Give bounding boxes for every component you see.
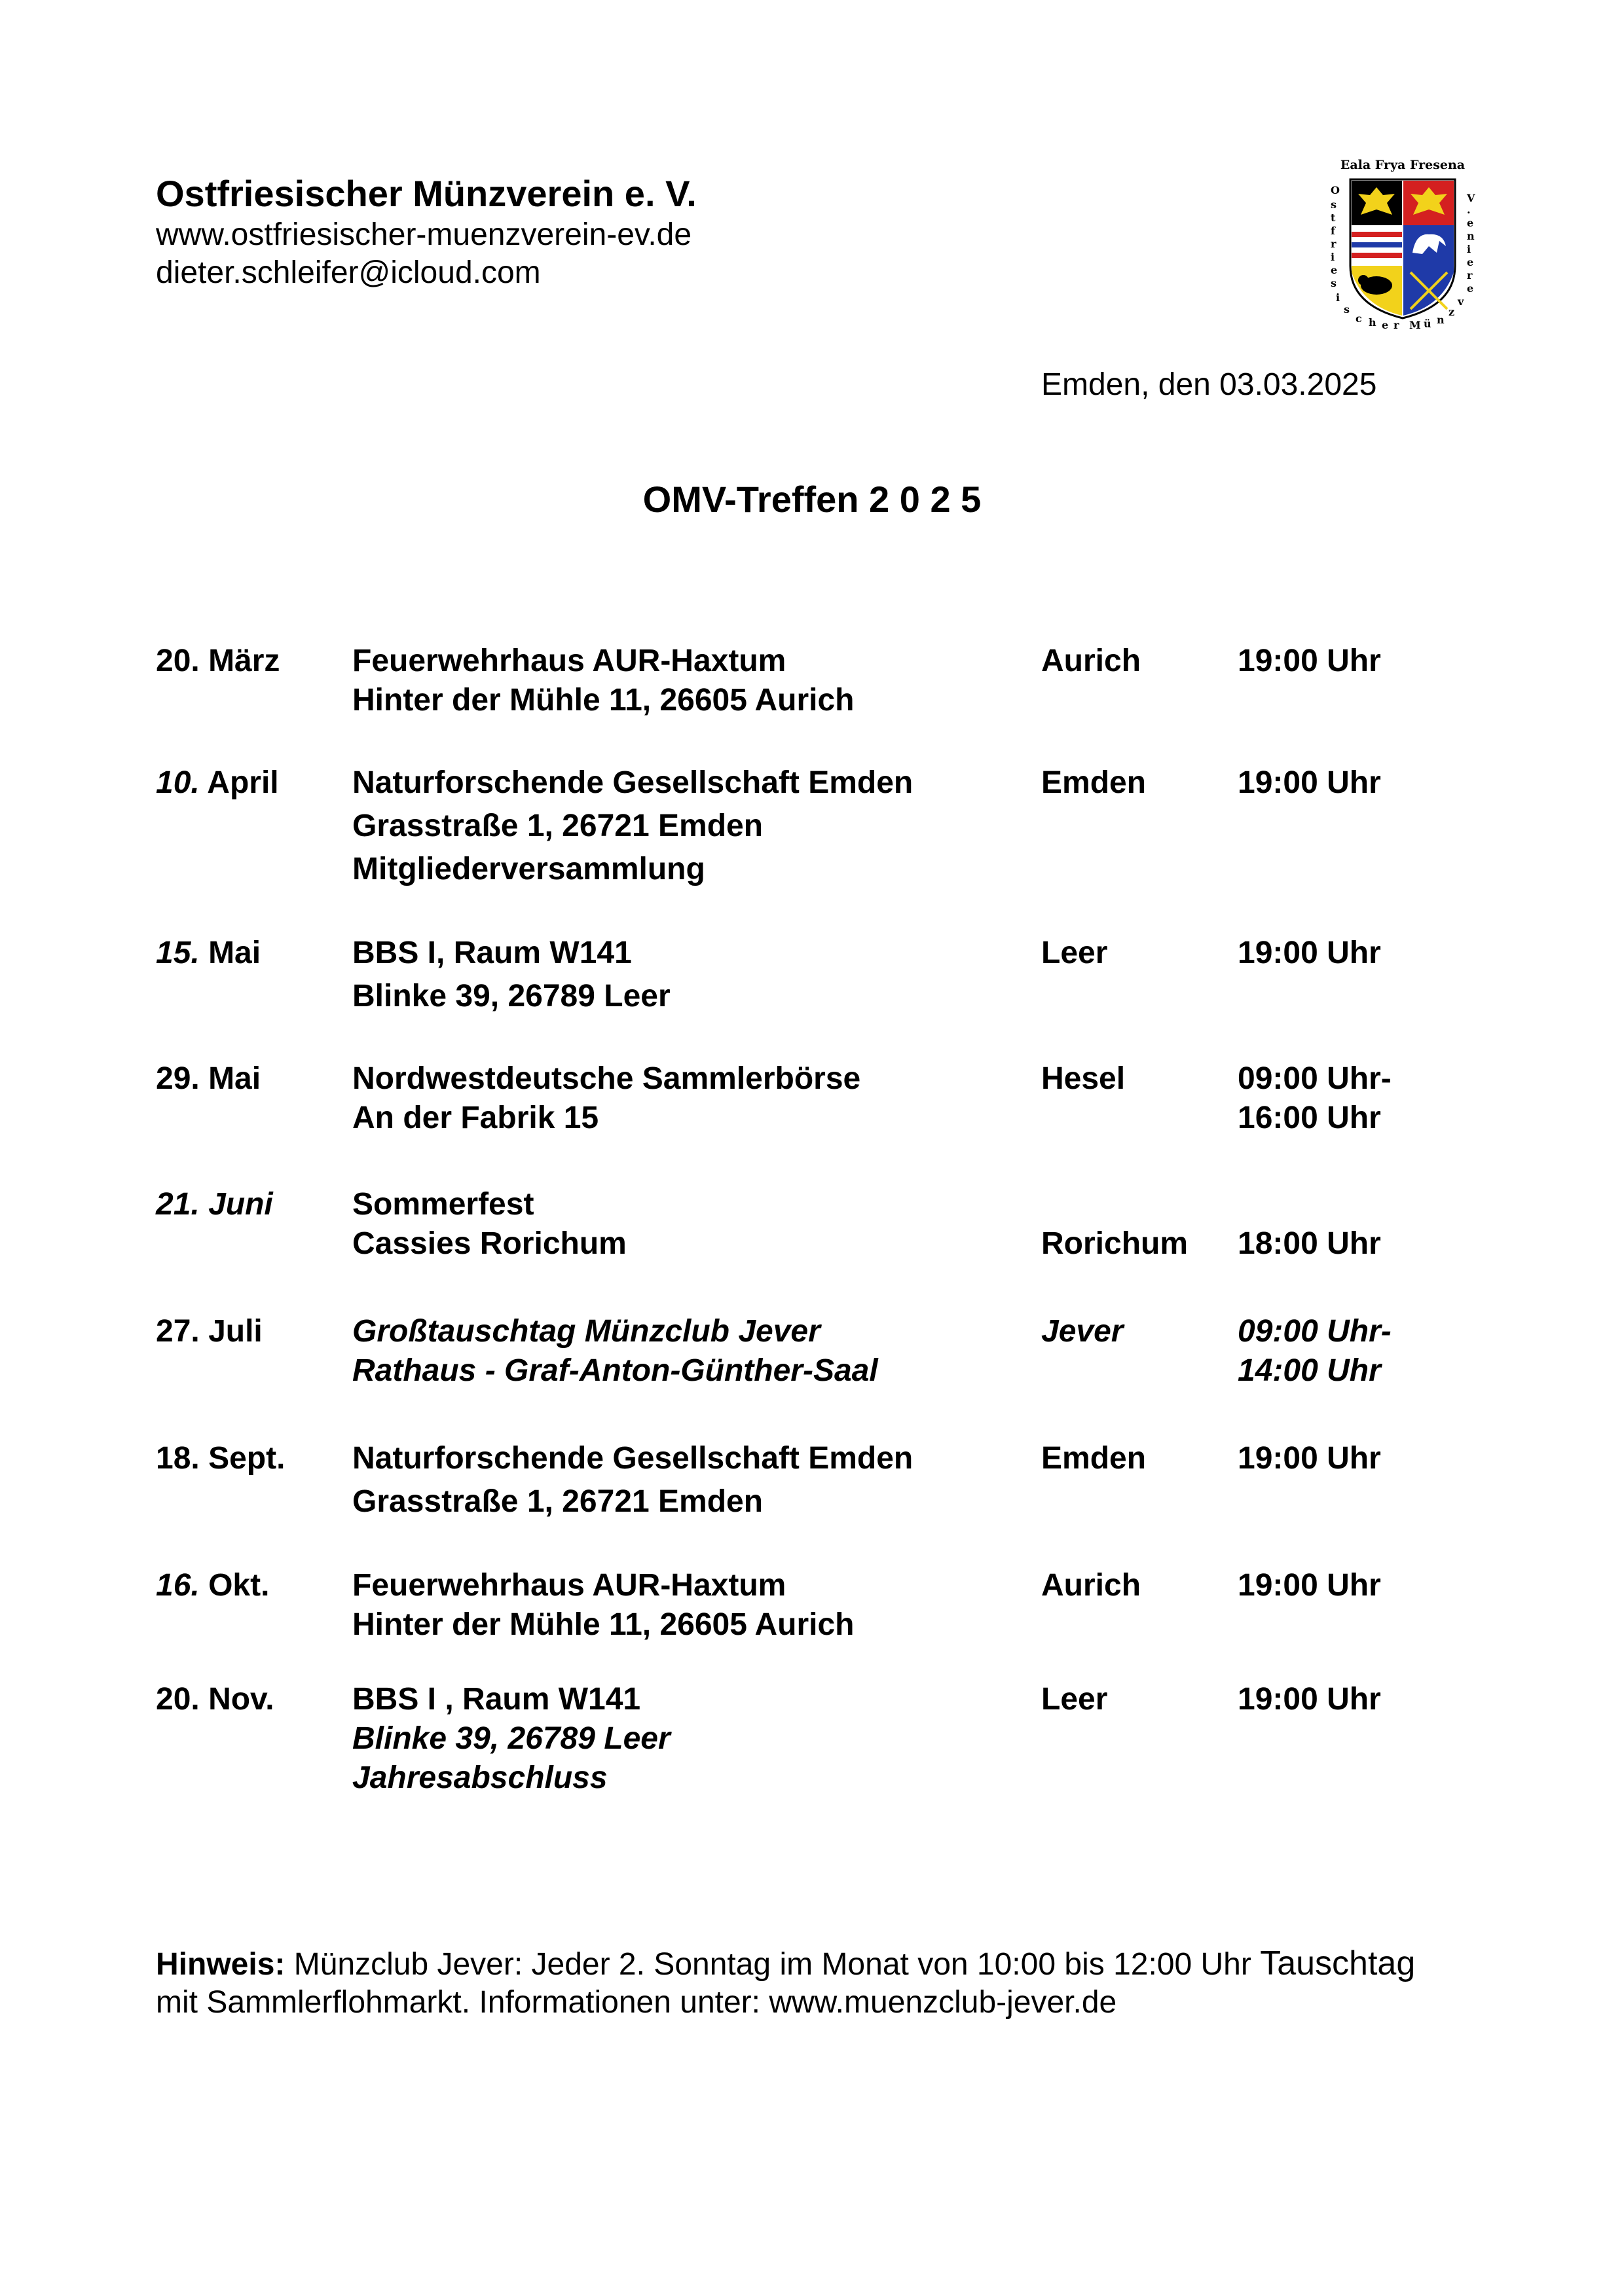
svg-text:n: n xyxy=(1467,230,1475,242)
event-note: Jahresabschluss xyxy=(352,1760,608,1795)
event-city: Aurich xyxy=(1041,644,1141,678)
event-time: 19:00 Uhr xyxy=(1238,765,1381,800)
letterhead xyxy=(156,172,697,292)
event-date: 15. Mai xyxy=(156,936,261,970)
org-email: dieter.schleifer@icloud.com xyxy=(156,255,541,290)
event-address: Grasstraße 1, 26721 Emden xyxy=(352,809,764,843)
event-date: 27. Juli xyxy=(156,1314,263,1349)
svg-text:i: i xyxy=(1336,291,1340,304)
date-line: Emden, den 03.03.2025 xyxy=(1041,367,1377,402)
svg-text:h: h xyxy=(1369,316,1376,329)
svg-text:O: O xyxy=(1331,184,1340,196)
svg-text:z: z xyxy=(1449,306,1455,318)
event-place: Nordwestdeutsche Sammlerbörse xyxy=(352,1061,861,1096)
event-place: BBS I, Raum W141 xyxy=(352,936,632,970)
shield-icon xyxy=(1350,179,1455,318)
svg-text:ü: ü xyxy=(1424,318,1431,330)
event-city: Hesel xyxy=(1041,1061,1126,1096)
svg-text:n: n xyxy=(1437,314,1445,326)
svg-text:i: i xyxy=(1331,251,1335,263)
event-time: 18:00 Uhr xyxy=(1238,1226,1381,1261)
event-city: Leer xyxy=(1041,936,1108,970)
svg-text:e: e xyxy=(1467,282,1474,295)
event-date: 21. Juni xyxy=(156,1187,273,1222)
event-place: BBS I , Raum W141 xyxy=(352,1682,641,1717)
svg-text:r: r xyxy=(1467,269,1473,282)
event-city: Aurich xyxy=(1041,1568,1141,1603)
event-place: Naturforschende Gesellschaft Emden xyxy=(352,765,913,800)
event-address: Hinter der Mühle 11, 26605 Aurich xyxy=(352,683,855,718)
svg-text:s: s xyxy=(1331,277,1337,289)
hint-text-1: Münzclub Jever: Jeder 2. Sonntag im Monat von 10:00 bis 12:00 Uhr xyxy=(285,1947,1261,1982)
org-website: www.ostfriesischer-muenzverein-ev.de xyxy=(156,217,692,252)
event-city: Leer xyxy=(1041,1682,1108,1717)
svg-text:.: . xyxy=(1467,204,1471,216)
org-name: Ostfriesischer Münzverein e. V. xyxy=(156,173,697,214)
event-address: Blinke 39, 26789 Leer xyxy=(352,1721,671,1756)
svg-text:c: c xyxy=(1356,312,1362,325)
svg-text:M: M xyxy=(1409,319,1421,331)
event-address: Blinke 39, 26789 Leer xyxy=(352,979,671,1013)
event-date: 10. April xyxy=(156,765,279,800)
event-address: Cassies Rorichum xyxy=(352,1226,627,1261)
event-time: 19:00 Uhr xyxy=(1238,1441,1381,1476)
hint-line-1 xyxy=(156,1944,1415,1984)
coat-of-arms-logo xyxy=(1324,155,1481,331)
event-time-end: 14:00 Uhr xyxy=(1238,1353,1381,1388)
logo-motto: Eala Frya Fresena xyxy=(1340,158,1466,172)
event-address: Grasstraße 1, 26721 Emden xyxy=(352,1484,764,1519)
event-address: Hinter der Mühle 11, 26605 Aurich xyxy=(352,1607,855,1642)
event-date: 20. März xyxy=(156,644,280,678)
event-note: Mitgliederversammlung xyxy=(352,852,705,886)
event-time: 19:00 Uhr xyxy=(1238,1568,1381,1603)
event-city: Rorichum xyxy=(1041,1226,1189,1261)
svg-text:t: t xyxy=(1331,211,1336,224)
svg-text:r: r xyxy=(1331,238,1337,250)
svg-text:v: v xyxy=(1458,295,1464,308)
event-time: 19:00 Uhr xyxy=(1238,1682,1381,1717)
event-city: Emden xyxy=(1041,765,1147,800)
event-place: Großtauschtag Münzclub Jever xyxy=(352,1314,821,1349)
svg-text:i: i xyxy=(1467,243,1471,255)
svg-text:s: s xyxy=(1331,198,1337,211)
hint-label: Hinweis: xyxy=(156,1947,286,1982)
event-address: An der Fabrik 15 xyxy=(352,1101,599,1135)
event-city: Emden xyxy=(1041,1441,1147,1476)
event-place: Feuerwehrhaus AUR-Haxtum xyxy=(352,644,786,678)
svg-text:e: e xyxy=(1331,264,1338,276)
hint-line-2: mit Sammlerflohmarkt. Informationen unter: www.muenzclub-jever.de xyxy=(156,1985,1117,2020)
svg-text:e: e xyxy=(1467,217,1474,229)
event-time-start: 09:00 Uhr- xyxy=(1238,1314,1392,1349)
page-title: OMV-Treffen 2 0 2 5 xyxy=(642,479,982,520)
event-place: Feuerwehrhaus AUR-Haxtum xyxy=(352,1568,786,1603)
svg-text:r: r xyxy=(1393,319,1399,331)
event-place: Sommerfest xyxy=(352,1187,534,1222)
event-date: 18. Sept. xyxy=(156,1441,286,1476)
hint-text-1-big: Tauschtag xyxy=(1260,1944,1416,1982)
svg-text:e: e xyxy=(1382,319,1389,331)
event-time-end: 16:00 Uhr xyxy=(1238,1101,1381,1135)
event-time: 19:00 Uhr xyxy=(1238,644,1381,678)
svg-text:s: s xyxy=(1344,303,1350,316)
event-date: 16. Okt. xyxy=(156,1568,270,1603)
svg-text:f: f xyxy=(1331,225,1335,237)
event-address: Rathaus - Graf-Anton-Günther-Saal xyxy=(352,1353,878,1388)
event-date: 20. Nov. xyxy=(156,1682,274,1717)
svg-text:V: V xyxy=(1467,192,1475,204)
event-time: 19:00 Uhr xyxy=(1238,936,1381,970)
hint-note xyxy=(156,1944,1415,2022)
event-place: Naturforschende Gesellschaft Emden xyxy=(352,1441,913,1476)
event-city: Jever xyxy=(1041,1314,1124,1349)
event-date: 29. Mai xyxy=(156,1061,261,1096)
svg-text:e: e xyxy=(1467,256,1474,268)
event-time-start: 09:00 Uhr- xyxy=(1238,1061,1392,1096)
